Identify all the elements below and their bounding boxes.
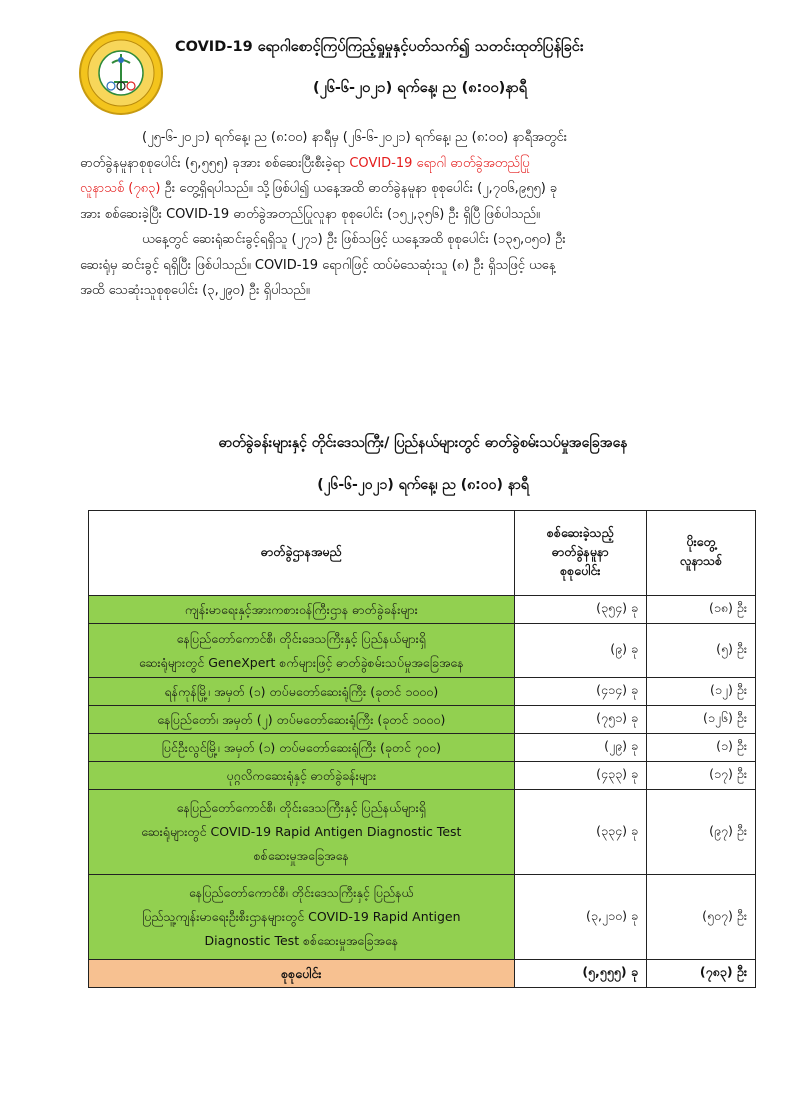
lab-name-line: ပုဂ္ဂလိကဆေးရုံနှင့် ဓာတ်ခွဲခန်းများ [226,767,377,783]
header-new-cases [647,511,756,596]
paragraph-line: ဆေးရုံမှ ဆင်းခွင့် ရရှိပြီး ဖြစ်ပါသည်။ COVID-19 ရောဂါဖြင့် ထပ်မံသေဆုံးသူ (၈) ဦး ရှိသဖြင့် ယနေ့ [80,257,556,273]
samples-tested-cell: (၄၁၄) ခု [514,678,646,706]
lab-name-cell [89,596,515,624]
lab-name-line: နေပြည်တော်၊ အမှတ် (၂) တပ်မတော်ဆေးရုံကြီး (ခုတင် ၁၀၀၀) [157,711,446,727]
red-highlight-text: COVID-19 ရောဂါ ဓာတ်ခွဲအတည်ပြု [349,155,530,171]
lab-name-line: Diagnostic Test စစ်ဆေးမှုအခြေအနေ [204,933,399,948]
paragraph-text: ဓာတ်ခွဲနမူနာစုစုပေါင်း (၅,၅၅၅) ခုအား စစ်ဆေးပြီးစီးခဲ့ရာ [80,155,346,171]
paragraph-line: အထိ သေဆုံးသူစုစုပေါင်း (၃,၂၉၀) ဦး ရှိပါသည်။ [80,283,310,298]
table-total-row [89,960,756,988]
total-tested-cell: (၅,၅၅၅) ခု [514,960,646,988]
ministry-seal-logo [78,30,164,116]
lab-name-line: နေပြည်တော်ကောင်စီ၊ တိုင်းဒေသကြီးနှင့် ပြည်နယ် [188,885,414,900]
paragraph-tests [80,125,740,227]
section-title: ဓာတ်ခွဲခန်းများနှင့် တိုင်းဒေသကြီး/ ပြည်နယ်များတွင် ဓာတ်ခွဲစမ်းသပ်မှုအခြေအနေ [218,435,628,451]
header-line: စုစုပေါင်း [560,562,601,578]
red-highlight-text: လူနာသစ် (၇၈၃) [80,181,161,196]
new-cases-cell: (၁၂) ဦး [647,678,756,706]
new-cases-cell: (၁) ဦး [647,734,756,762]
page-title: COVID-19 ရောဂါစောင့်ကြပ်ကြည့်ရှုမှုနှင့်ပတ်သက်၍ သတင်းထုတ်ပြန်ခြင်း [175,39,584,55]
samples-tested-cell: (၃၅၄) ခု [514,596,646,624]
lab-name-line: စစ်ဆေးမှုအခြေအနေ [253,848,349,863]
lab-name-line: ပြင်ဦးလွင်မြို့၊ အမှတ် (၁) တပ်မတော်ဆေးရုံကြီး (ခုတင် ၇၀၀) [161,739,441,755]
paragraph-line [80,151,740,177]
section-subtitle: (၂၆-၆-၂၀၂၁) ရက်နေ့၊ ည (၈:၀၀) နာရီ [317,477,529,493]
lab-name-line: ပြည်သူ့ကျန်းမာရေးဦးစီးဌာနများတွင် COVID-19 Rapid Antigen [142,909,461,924]
lab-name-line: ကျန်းမာရေးနှင့်အားကစားဝန်ကြီးဌာန ဓာတ်ခွဲခန်းများ [184,601,418,617]
paragraph-recoveries [80,227,740,304]
total-label-cell: စုစုပေါင်း [89,960,515,988]
lab-name-cell [89,790,515,875]
header-line: စစ်ဆေးခဲ့သည့် [546,524,614,540]
table-row [89,624,756,678]
new-cases-cell: (၁၈) ဦး [647,596,756,624]
samples-tested-cell: (၉) ခု [514,624,646,678]
table-body [89,596,756,988]
table-row [89,706,756,734]
table-row [89,678,756,706]
new-cases-cell: (၅၀၇) ဦး [647,875,756,960]
samples-tested-cell: (၂၉) ခု [514,734,646,762]
paragraph-line [80,176,740,202]
table-row [89,790,756,875]
paragraph-line: (၂၅-၆-၂၀၂၁) ရက်နေ့၊ ည (၈:၀၀) နာရီမှ (၂၆-၆-၂၀၂၁) ရက်နေ့၊ ည (၈:၀၀) နာရီအတွင်း [142,130,568,145]
paragraph-line: ယနေ့တွင် ဆေးရုံဆင်းခွင့်ရရှိသူ (၂၇၁) ဦး ဖြစ်သဖြင့် ယနေ့အထိ စုစုပေါင်း (၁၃၅,၀၅၀) ဦး [142,232,566,247]
new-cases-cell: (၁၇) ဦး [647,762,756,790]
new-cases-cell: (၉၇) ဦး [647,790,756,875]
lab-name-cell [89,624,515,678]
lab-name-cell [89,678,515,706]
paragraph-text: ဦး တွေ့ရှိရပါသည်။ သို့ဖြစ်ပါ၍ ယနေ့အထိ ဓာတ်ခွဲနမူနာ စုစုပေါင်း (၂,၇၀၆,၉၅၅) ခု [164,181,558,196]
lab-name-cell [89,706,515,734]
header-lab-name: ဓာတ်ခွဲဌာနအမည် [89,511,515,596]
lab-name-cell [89,875,515,960]
lab-name-cell [89,734,515,762]
table-row [89,734,756,762]
samples-tested-cell: (၇၅၁) ခု [514,706,646,734]
page-subtitle: (၂၆-၆-၂၀၂၁) ရက်နေ့၊ ည (၈:၀၀)နာရီ [312,80,528,96]
header-samples-tested [514,511,646,596]
lab-name-line: နေပြည်တော်ကောင်စီ၊ တိုင်းဒေသကြီးနှင့် ပြည်နယ်များရှိ [176,800,426,815]
lab-name-cell [89,762,515,790]
samples-tested-cell: (၄၃၃) ခု [514,762,646,790]
lab-name-line: ဆေးရုံများတွင် GeneXpert စက်များဖြင့် ဓာတ်ခွဲစမ်းသပ်မှုအခြေအနေ [138,654,464,670]
table-row [89,596,756,624]
header-line: ပိုးတွေ့ [686,534,716,549]
paragraph-line: အား စစ်ဆေးခဲ့ပြီး COVID-19 ဓာတ်ခွဲအတည်ပြုလူနာ စုစုပေါင်း (၁၅၂,၃၅၆) ဦး ရှိပြီ ဖြစ်ပါသည်။ [80,206,540,222]
table-row [89,875,756,960]
total-cases-cell: (၇၈၃) ဦး [647,960,756,988]
new-cases-cell: (၅) ဦး [647,624,756,678]
header-line: လူနာသစ် [679,553,723,568]
lab-name-line: ဆေးရုံများတွင် COVID-19 Rapid Antigen Diagnostic Test [141,824,462,839]
new-cases-cell: (၁၂၆) ဦး [647,706,756,734]
lab-name-line: နေပြည်တော်ကောင်စီ၊ တိုင်းဒေသကြီးနှင့် ပြည်နယ်များရှိ [176,630,426,646]
lab-testing-table [88,510,756,988]
table-row [89,762,756,790]
table-header-row [89,511,756,596]
samples-tested-cell: (၃,၂၁၀) ခု [514,875,646,960]
lab-name-line: ရန်ကုန်မြို့၊ အမှတ် (၁) တပ်မတော်ဆေးရုံကြီး (ခုတင် ၁၀၀၀) [164,683,439,699]
header-line: ဓာတ်ခွဲနမူနာ [552,543,609,559]
samples-tested-cell: (၃၃၄) ခု [514,790,646,875]
